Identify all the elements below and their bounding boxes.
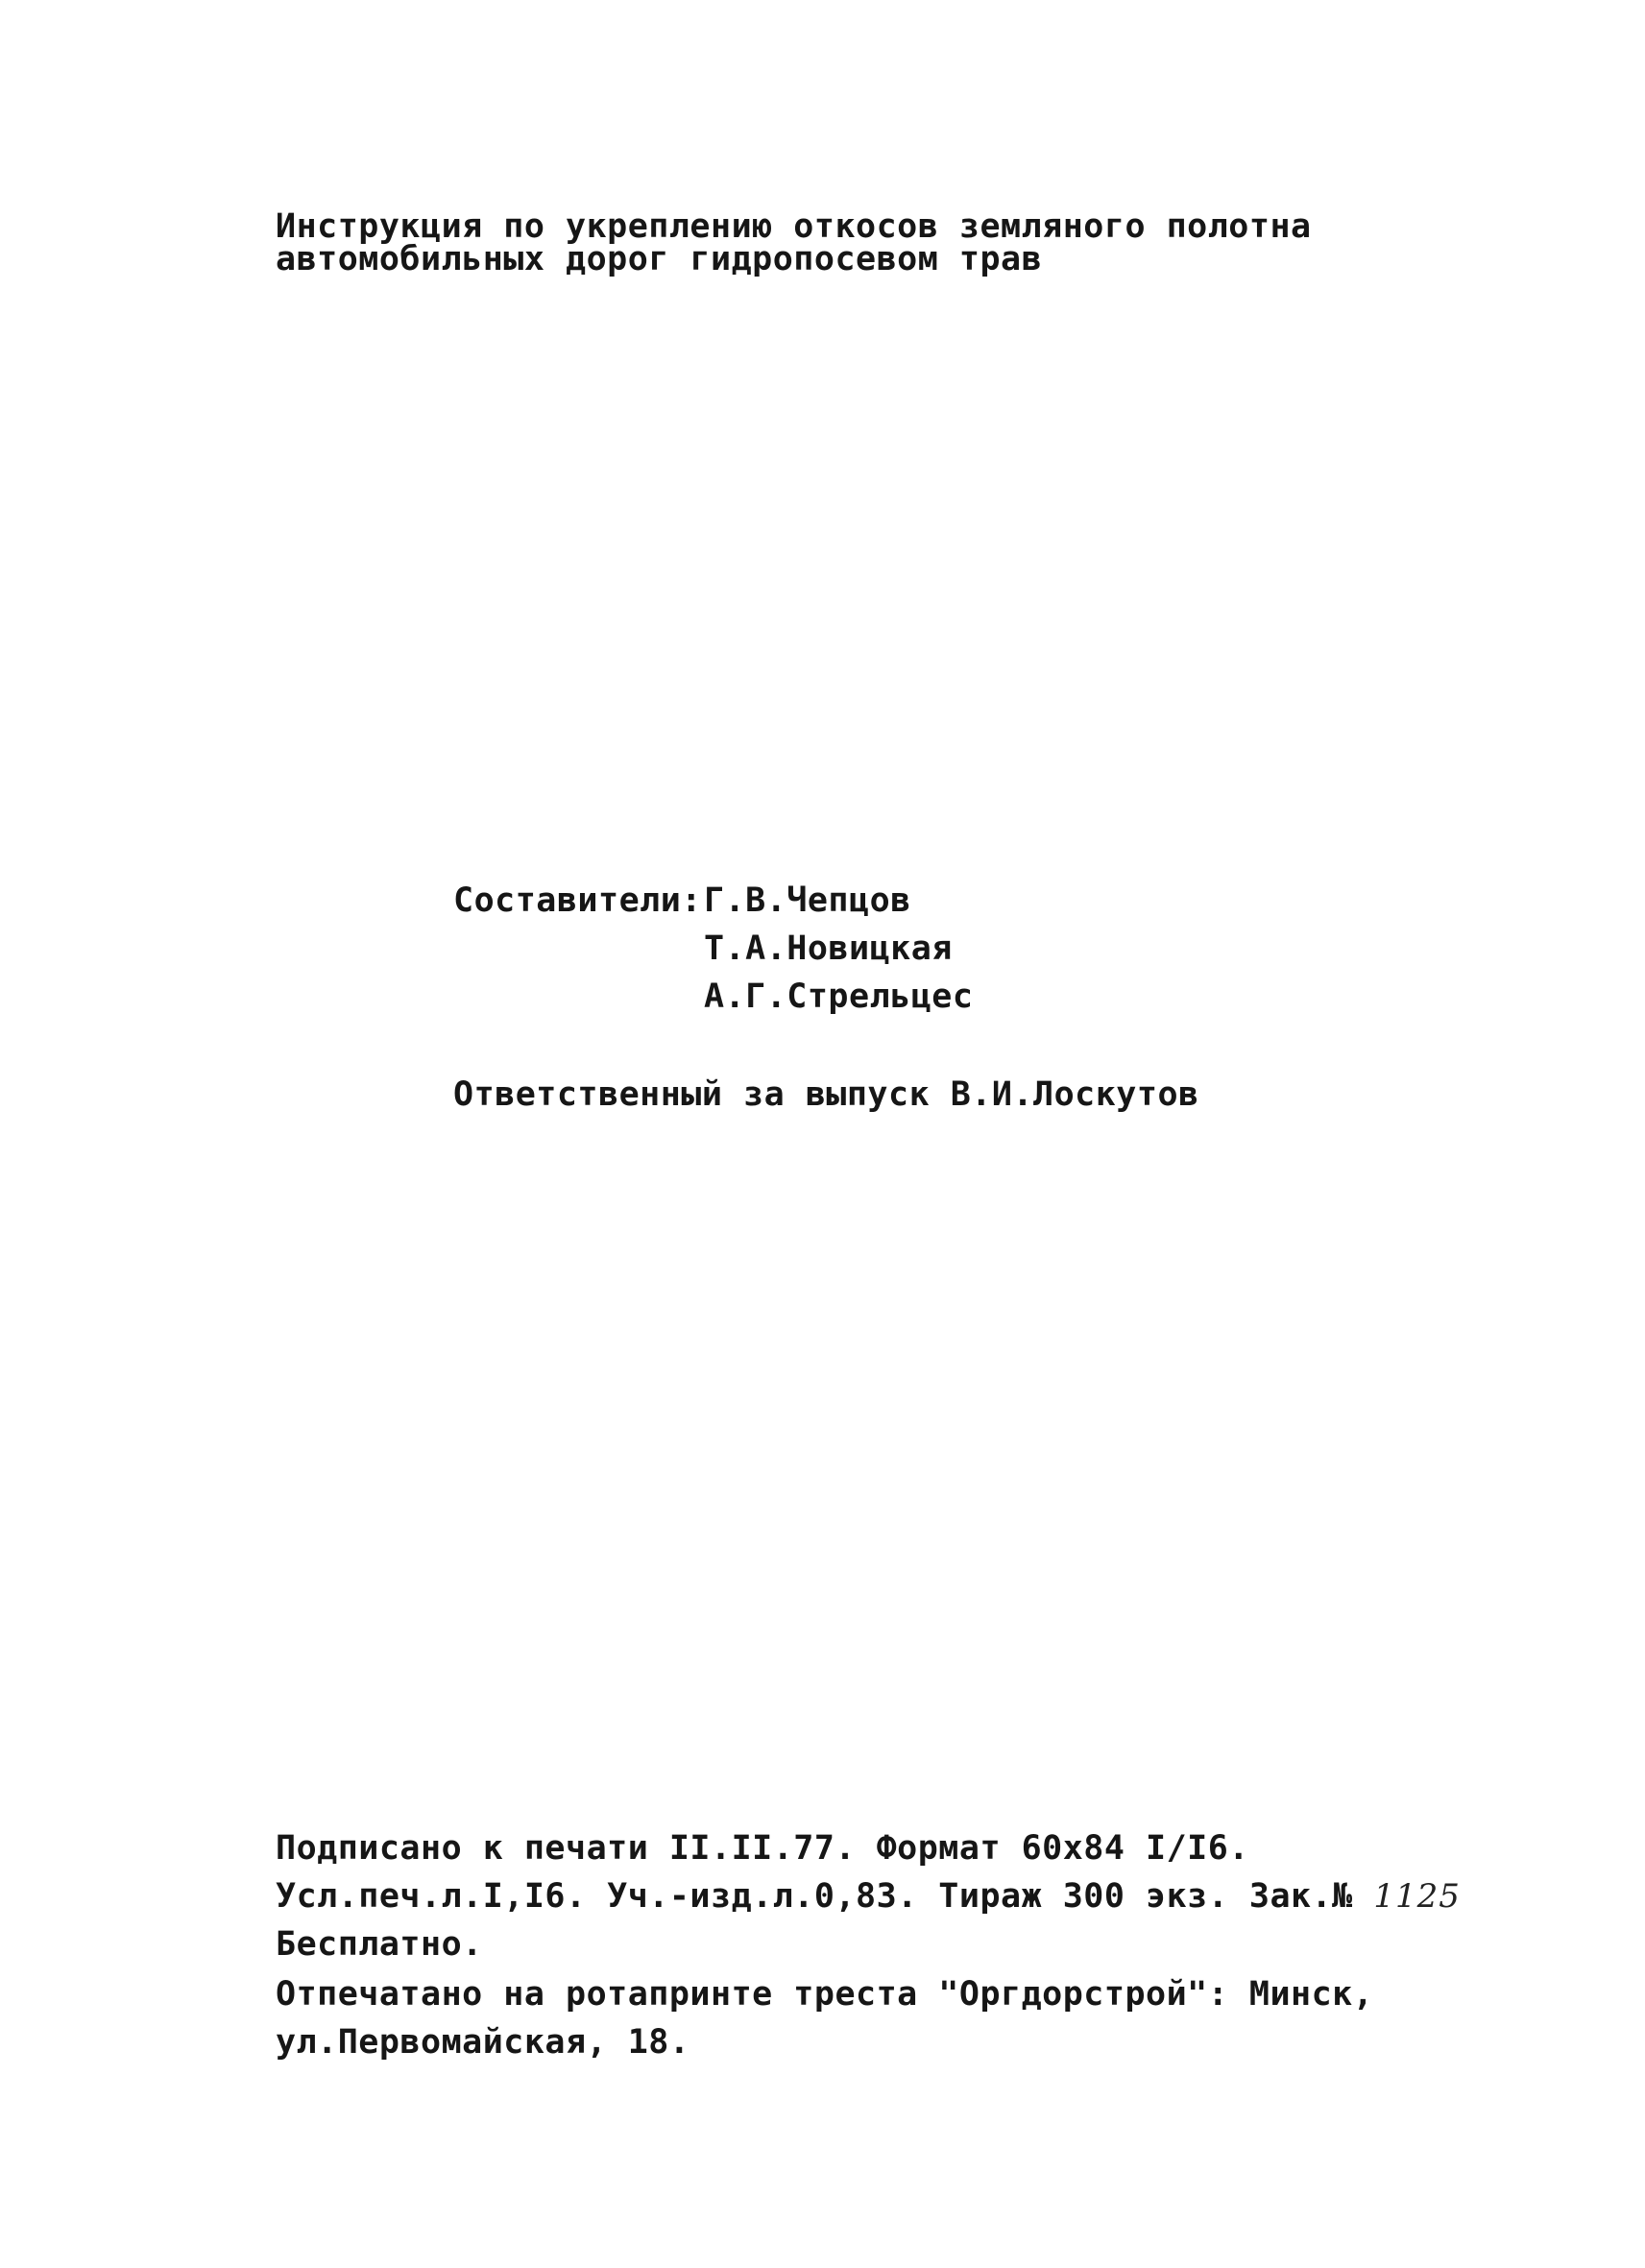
imprint-line-1: Подписано к печати II.II.77. Формат 60х84 I/I6. [276,1829,1249,1868]
document-title-line-2: автомобильных дорог гидропосевом трав [276,240,1043,278]
responsible-editor: Ответственный за выпуск В.И.Лоскутов [453,1075,1199,1114]
imprint-line-2-text: Усл.печ.л.I,I6. Уч.-изд.л.0,83. Тираж 300 экз. Зак.№ [276,1877,1374,1916]
imprint-line-2 [276,1877,1461,1916]
compiler-name-1: Г.В.Чепцов [704,881,911,920]
imprint-line-4: Отпечатано на ротапринте треста "Оргдорстрой": Минск, [276,1975,1374,2014]
compiler-name-3: А.Г.Стрельцес [704,977,974,1016]
compilers-label: Составители: [453,881,702,920]
order-number-handwritten: 1125 [1373,1877,1461,1916]
document-title-line-1: Инструкция по укреплению откосов земляного полотна [276,207,1312,246]
compiler-name-2: Т.А.Новицкая [704,929,953,968]
imprint-line-3: Бесплатно. [276,1925,483,1964]
imprint-line-5: ул.Первомайская, 18. [276,2023,690,2062]
